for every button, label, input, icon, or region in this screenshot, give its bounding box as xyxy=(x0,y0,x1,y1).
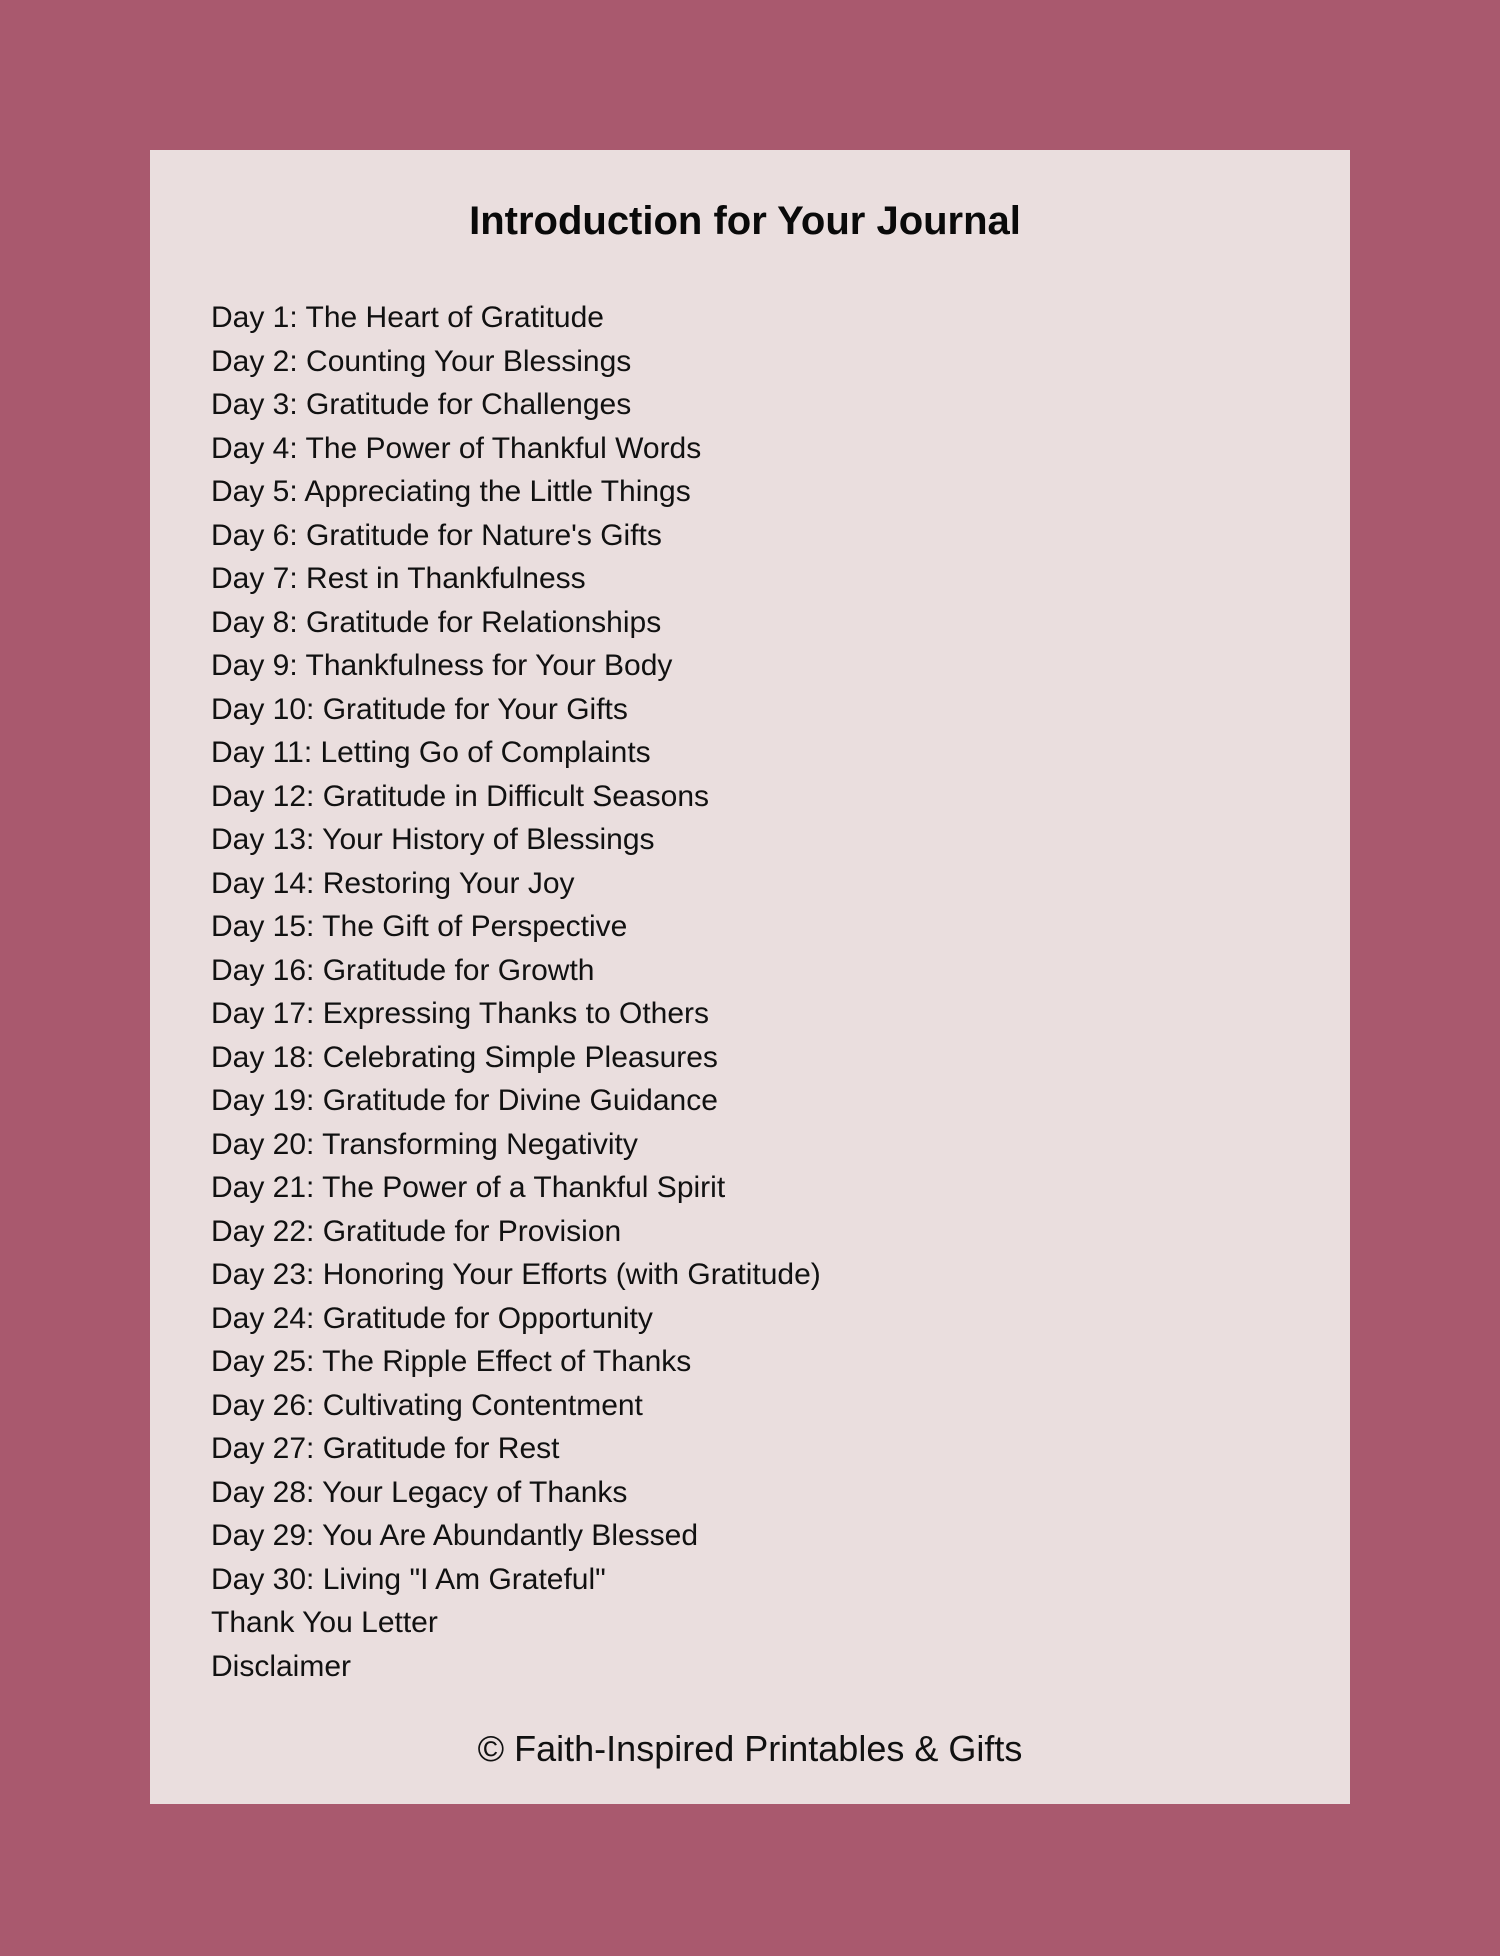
toc-item: Day 30: Living "I Am Grateful" xyxy=(211,1562,606,1596)
toc-item: Day 23: Honoring Your Efforts (with Gratitude) xyxy=(211,1258,821,1291)
toc-item: Thank You Letter xyxy=(211,1606,438,1639)
toc-item: Day 4: The Power of Thankful Words xyxy=(211,431,702,465)
toc-item: Day 16: Gratitude for Growth xyxy=(211,953,595,987)
copyright-footer: © Faith-Inspired Printables & Gifts xyxy=(477,1728,1023,1769)
page-title: Introduction for Your Journal xyxy=(469,199,1021,243)
toc-item: Day 11: Letting Go of Complaints xyxy=(211,736,651,769)
toc-item: Day 24: Gratitude for Opportunity xyxy=(211,1301,653,1335)
toc-item: Day 28: Your Legacy of Thanks xyxy=(211,1475,628,1509)
toc-item: Day 7: Rest in Thankfulness xyxy=(211,562,586,595)
toc-item: Day 14: Restoring Your Joy xyxy=(211,866,575,900)
toc-item: Day 13: Your History of Blessings xyxy=(211,823,655,856)
toc-item: Day 21: The Power of a Thankful Spirit xyxy=(211,1171,726,1204)
toc-item: Day 18: Celebrating Simple Pleasures xyxy=(211,1040,718,1074)
toc-item: Day 8: Gratitude for Relationships xyxy=(211,605,662,639)
toc-item: Day 26: Cultivating Contentment xyxy=(211,1388,643,1422)
toc-item: Day 3: Gratitude for Challenges xyxy=(211,388,632,421)
toc-item: Day 10: Gratitude for Your Gifts xyxy=(211,692,628,726)
toc-item: Day 1: The Heart of Gratitude xyxy=(211,301,604,334)
toc-item: Day 6: Gratitude for Nature's Gifts xyxy=(211,518,662,552)
toc-item: Day 27: Gratitude for Rest xyxy=(211,1432,560,1465)
toc-item: Day 15: The Gift of Perspective xyxy=(211,910,628,943)
document-page xyxy=(150,150,1350,1804)
toc-item: Day 19: Gratitude for Divine Guidance xyxy=(211,1084,718,1117)
toc-item: Day 20: Transforming Negativity xyxy=(211,1127,638,1161)
toc-item: Day 5: Appreciating the Little Things xyxy=(211,475,691,508)
toc-item: Day 2: Counting Your Blessings xyxy=(211,344,632,378)
toc-item: Day 25: The Ripple Effect of Thanks xyxy=(211,1345,692,1378)
toc-item: Day 9: Thankfulness for Your Body xyxy=(211,649,673,682)
table-of-contents xyxy=(211,296,821,1688)
toc-item: Disclaimer xyxy=(211,1649,352,1683)
toc-item: Day 17: Expressing Thanks to Others xyxy=(211,997,710,1030)
toc-item: Day 12: Gratitude in Difficult Seasons xyxy=(211,779,710,813)
toc-item: Day 22: Gratitude for Provision xyxy=(211,1214,622,1248)
toc-item: Day 29: You Are Abundantly Blessed xyxy=(211,1519,699,1552)
